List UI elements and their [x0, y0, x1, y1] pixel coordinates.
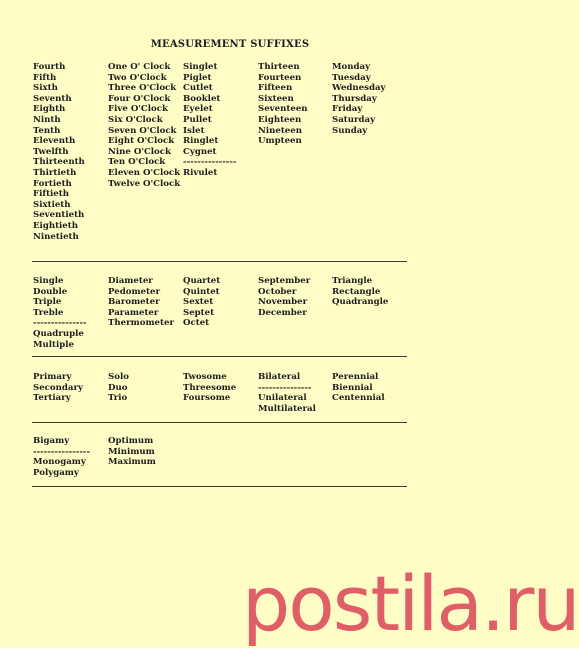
list-item: Seventeen — [258, 104, 308, 115]
list-item: --------------- — [33, 318, 87, 329]
list-item: Sixtieth — [33, 199, 71, 210]
list-item: Solo — [108, 372, 129, 382]
list-item: Thermometer — [108, 318, 174, 329]
list-item: Sixth — [33, 83, 58, 94]
list-item: Cutlet — [183, 83, 213, 94]
list-item: Thirtieth — [33, 167, 77, 178]
list-item: Seventh — [33, 93, 72, 104]
column-ordinals — [33, 62, 85, 242]
list-item: Piglet — [183, 72, 212, 83]
list-item: September — [258, 276, 311, 286]
list-item: --------------- — [183, 157, 237, 168]
column-angles — [332, 276, 388, 308]
list-item: Fortieth — [33, 178, 72, 189]
list-item: Five O'Clock — [108, 104, 168, 115]
list-item: Nineteen — [258, 125, 302, 136]
list-item: Quartet — [183, 276, 221, 286]
list-item: Triangle — [332, 276, 373, 286]
list-item: Minimum — [108, 446, 155, 457]
column-weekdays — [332, 62, 386, 136]
list-item: Wednesday — [332, 83, 386, 94]
column-ary — [33, 372, 83, 404]
list-item: Tuesday — [332, 72, 371, 83]
column-months — [258, 276, 310, 318]
list-item: Perennial — [332, 372, 379, 382]
list-item: Tertiary — [33, 393, 71, 404]
column-teen-numbers — [258, 62, 308, 147]
list-item: Quadrangle — [332, 297, 389, 308]
list-item: Parameter — [108, 307, 159, 318]
list-item: Ninetieth — [33, 231, 79, 242]
column-lateral — [258, 372, 316, 414]
list-item: Multilateral — [258, 403, 316, 414]
list-item: Fifteen — [258, 83, 293, 94]
list-item: ---------------- — [33, 446, 91, 457]
list-item: Friday — [332, 104, 363, 115]
list-item: Pullet — [183, 114, 212, 125]
list-item: Treble — [33, 307, 64, 318]
list-item: Double — [33, 286, 68, 297]
list-item: Sixteen — [258, 93, 294, 104]
list-item: Ten O'Clock — [108, 157, 166, 168]
list-item: Bigamy — [33, 436, 70, 446]
list-item: Maximum — [108, 457, 156, 468]
list-item: Rivulet — [183, 167, 218, 178]
column-meters — [108, 276, 174, 329]
column-let-suffix — [183, 62, 237, 179]
list-item: Eight O'Clock — [108, 136, 175, 147]
list-item: Eighteen — [258, 114, 302, 125]
column-solo-duo — [108, 372, 129, 404]
list-item: Sunday — [332, 125, 368, 136]
list-item: Nine O'Clock — [108, 146, 171, 157]
list-item: Monogamy — [33, 457, 86, 468]
list-item: Barometer — [108, 297, 160, 308]
list-item: Eleven O'Clock — [108, 167, 181, 178]
list-item: Ringlet — [183, 136, 219, 147]
list-item: Rectangle — [332, 286, 381, 297]
divider-1 — [32, 261, 407, 262]
list-item: Triple — [33, 297, 62, 308]
list-item: Duo — [108, 382, 128, 393]
list-item: Singlet — [183, 62, 218, 72]
list-item: Pedometer — [108, 286, 160, 297]
list-item: Monday — [332, 62, 371, 72]
list-item: Eighth — [33, 104, 66, 115]
list-item: Fifth — [33, 72, 57, 83]
page-title: MEASUREMENT SUFFIXES — [150, 39, 310, 50]
column-some — [183, 372, 236, 404]
list-item: Four O'Clock — [108, 93, 171, 104]
list-item: Two O'Clock — [108, 72, 167, 83]
list-item: Fourth — [33, 62, 66, 72]
list-item: November — [258, 297, 308, 308]
list-item: Threesome — [183, 382, 237, 393]
list-item: Multiple — [33, 339, 75, 350]
list-item: Cygnet — [183, 146, 217, 157]
list-item: Eleventh — [33, 136, 76, 147]
list-item: Twosome — [183, 372, 227, 382]
list-item: Thirteenth — [33, 157, 85, 168]
list-item: Six O'Clock — [108, 114, 163, 125]
list-item: Primary — [33, 372, 72, 382]
column-gamy — [33, 436, 90, 478]
list-item: Optimum — [108, 436, 154, 446]
list-item: Secondary — [33, 382, 83, 393]
column-ennial — [332, 372, 385, 404]
list-item: Seventieth — [33, 210, 85, 221]
list-item: Diameter — [108, 276, 153, 286]
list-item: Umpteen — [258, 136, 302, 147]
column-multiples — [33, 276, 87, 350]
watermark-logo: postila.ru — [242, 559, 579, 648]
list-item: Eyelet — [183, 104, 213, 115]
list-item: Three O'Clock — [108, 83, 177, 94]
list-item: Booklet — [183, 93, 221, 104]
list-item: Foursome — [183, 393, 231, 404]
list-item: December — [258, 307, 307, 318]
list-item: Ninth — [33, 114, 61, 125]
column-mum — [108, 436, 156, 468]
list-item: Twelfth — [33, 146, 69, 157]
list-item: Islet — [183, 125, 205, 136]
list-item: Thursday — [332, 93, 377, 104]
divider-2 — [32, 356, 407, 357]
list-item: Trio — [108, 393, 128, 404]
list-item: Thirteen — [258, 62, 300, 72]
list-item: Fiftieth — [33, 189, 69, 200]
list-item: Septet — [183, 307, 215, 318]
divider-4 — [32, 486, 407, 487]
list-item: Twelve O'Clock — [108, 178, 181, 189]
list-item: Sextet — [183, 297, 214, 308]
list-item: Saturday — [332, 114, 376, 125]
list-item: Seven O'Clock — [108, 125, 177, 136]
list-item: Single — [33, 276, 64, 286]
list-item: Bilateral — [258, 372, 301, 382]
list-item: October — [258, 286, 297, 297]
list-item: Octet — [183, 318, 210, 329]
list-item: Eightieth — [33, 220, 78, 231]
list-item: Biennial — [332, 382, 373, 393]
list-item: Quadruple — [33, 328, 84, 339]
list-item: Polygamy — [33, 467, 79, 478]
divider-3 — [32, 422, 407, 423]
list-item: One O' Clock — [108, 62, 171, 72]
list-item: Unilateral — [258, 393, 307, 404]
list-item: Fourteen — [258, 72, 302, 83]
list-item: Centennial — [332, 393, 385, 404]
list-item: Quintet — [183, 286, 220, 297]
list-item: --------------- — [258, 382, 312, 393]
column-oclock — [108, 62, 180, 189]
column-tets — [183, 276, 220, 329]
list-item: Tenth — [33, 125, 61, 136]
